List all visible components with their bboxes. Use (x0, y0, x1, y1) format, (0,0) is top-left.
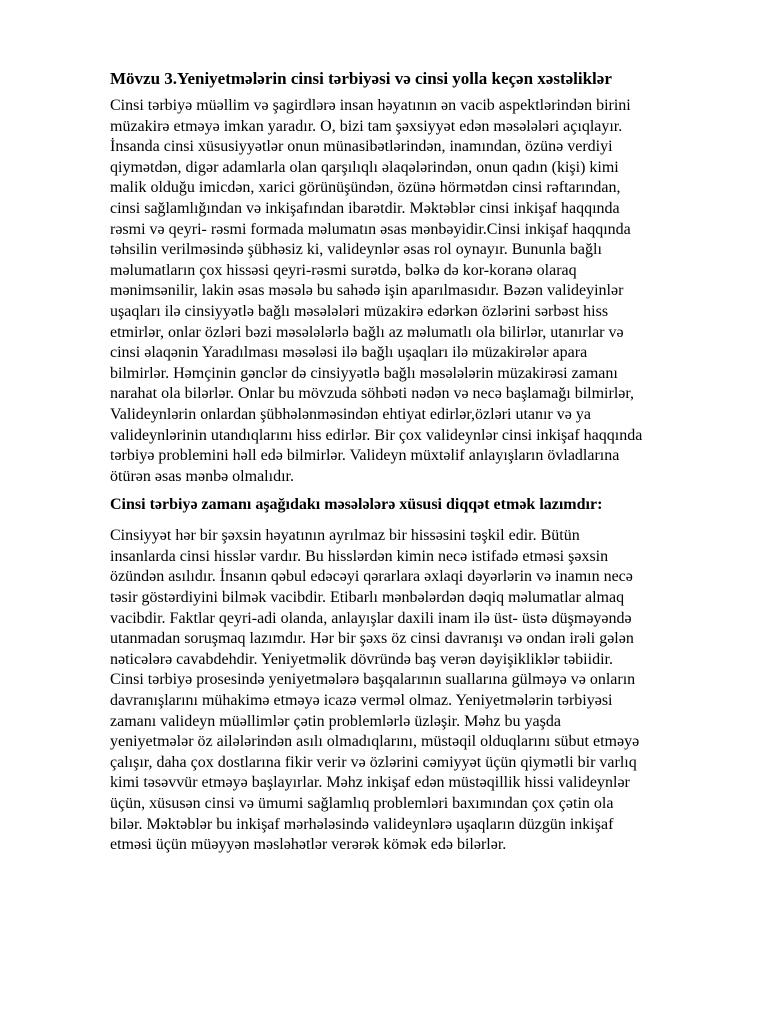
paragraph-attention-points: Cinsiyyət hər bir şəxsin həyatının ayrılmaz bir hissəsini təşkil edir. Bütün insanlarda cinsi hisslər vardır. Bu hisslərdən kimin necə istifadə etməsi şəxsin özündən asılıdır. İnsanın qəbul edəcəyi qərarlara əxlaqi dəyərlərin və inamın necə təsir göstərdiyini bilmək vacibdir. Etibarlı mənbələrdən dəqiq məlumatlar almaq vacibdir. Faktlar qeyri-adi olanda, anlayışlar daxili inam ilə üst- üstə düşməyəndə utanmadan soruşmaq lazımdır. Hər bir şəxs öz cinsi davranışı və ondan irəli gələn nəticələrə cavabdehdir. Yeniyetməlik dövründə baş verən dəyişikliklər təbiidir. Cinsi tərbiyə prosesində yeniyetmələrə başqalarının suallarına gülməyə və onların davranışlarını mühakimə etməyə icazə verməl olmaz. Yeniyetmələrin tərbiyəsi zamanı valideyn müəllimlər çətin problemlərlə üzləşir. Məhz bu yaşda yeniyetmələr öz ailələrindən asılı olmadıqlarını, müstəqil olduqlarını sübut etməyə çalışır, daha çox dostlarına fikir verir və özlərini cəmiyyət üçün qiymətli bir varlıq kimi təsəvvür etməyə başlayırlar. Məhz inkişaf edən müstəqillik hissi valideynlər üçün, xüsusən cinsi və ümumi sağlamlıq problemləri baxımından çox çətin ola bilər. Məktəblər bu inkişaf mərhələsində valideynlərə uşaqların düzgün inkişaf etməsi üçün müəyyən məsləhətlər verərək kömək edə bilərlər. (110, 527, 640, 854)
section-heading: Cinsi tərbiyə zamanı aşağıdakı məsələlərə xüsusi diqqət etmək lazımdır: (110, 496, 603, 514)
document-title: Mövzu 3.Yeniyetmələrin cinsi tərbiyəsi və cinsi yolla keçən xəstəliklər (110, 69, 612, 88)
paragraph-intro: Cinsi tərbiyə müəllim və şagirdlərə insan həyatının ən vacib aspektlərindən birini müzakirə etməyə imkan yaradır. O, bizi tam şəxsiyyət edən məsələləri açıqlayır. İnsanda cinsi xüsusiyyətlər onun münasibətlərindən, inamından, özünə verdiyi qiymətdən, digər adamlarla olan qarşılıqlı əlaqələrindən, onun qadın (kişi) kimi malik olduğu imicdən, xarici görünüşündən, özünə hörmətdən cinsi rəftarından, cinsi sağlamlığından və inkişafından ibarətdir. Məktəblər cinsi inkişaf haqqında rəsmi və qeyri- rəsmi formada məlumatın əsas mənbəyidir.Cinsi inkişaf haqqında təhsilin verilməsində şübhəsiz ki, valideynlər əsas rol oynayır. Bununla bağlı məlumatların çox hissəsi qeyri-rəsmi surətdə, bəlkə də kor-koranə olaraq mənimsənilir, lakin əsas məsələ bu sahədə işin aparılmasıdır. Bəzən valideyinlər uşaqları ilə cinsiyyətlə bağlı məsələləri müzakirə edərkən özlərini sərbəst hiss etmirlər, onlar özləri bəzi məsələlərlə bağlı az məlumatlı ola bilirlər, utanırlar və cinsi əlaqənin Yaradılması məsələsi ilə bağlı uşaqları ilə müzakirələr apara bilmirlər. Həmçinin gənclər də cinsiyyətlə bağlı məsələlərin müzakirəsi zamanı narahat ola bilərlər. Onlar bu mövzuda söhbəti nədən və necə başlamağı bilmirlər, Valideynlərin onlardan şübhələnməsindən ehtiyat edirlər,özləri utanır və ya valideynlərinin utandıqlarını hiss edirlər. Bir çox valideynlər cinsi inkişaf haqqında tərbiyə problemini həll edə bilmirlər. Valideyn müxtəlif anlayışların övladlarına ötürən əsas mənbə olmalıdır. (110, 97, 643, 485)
